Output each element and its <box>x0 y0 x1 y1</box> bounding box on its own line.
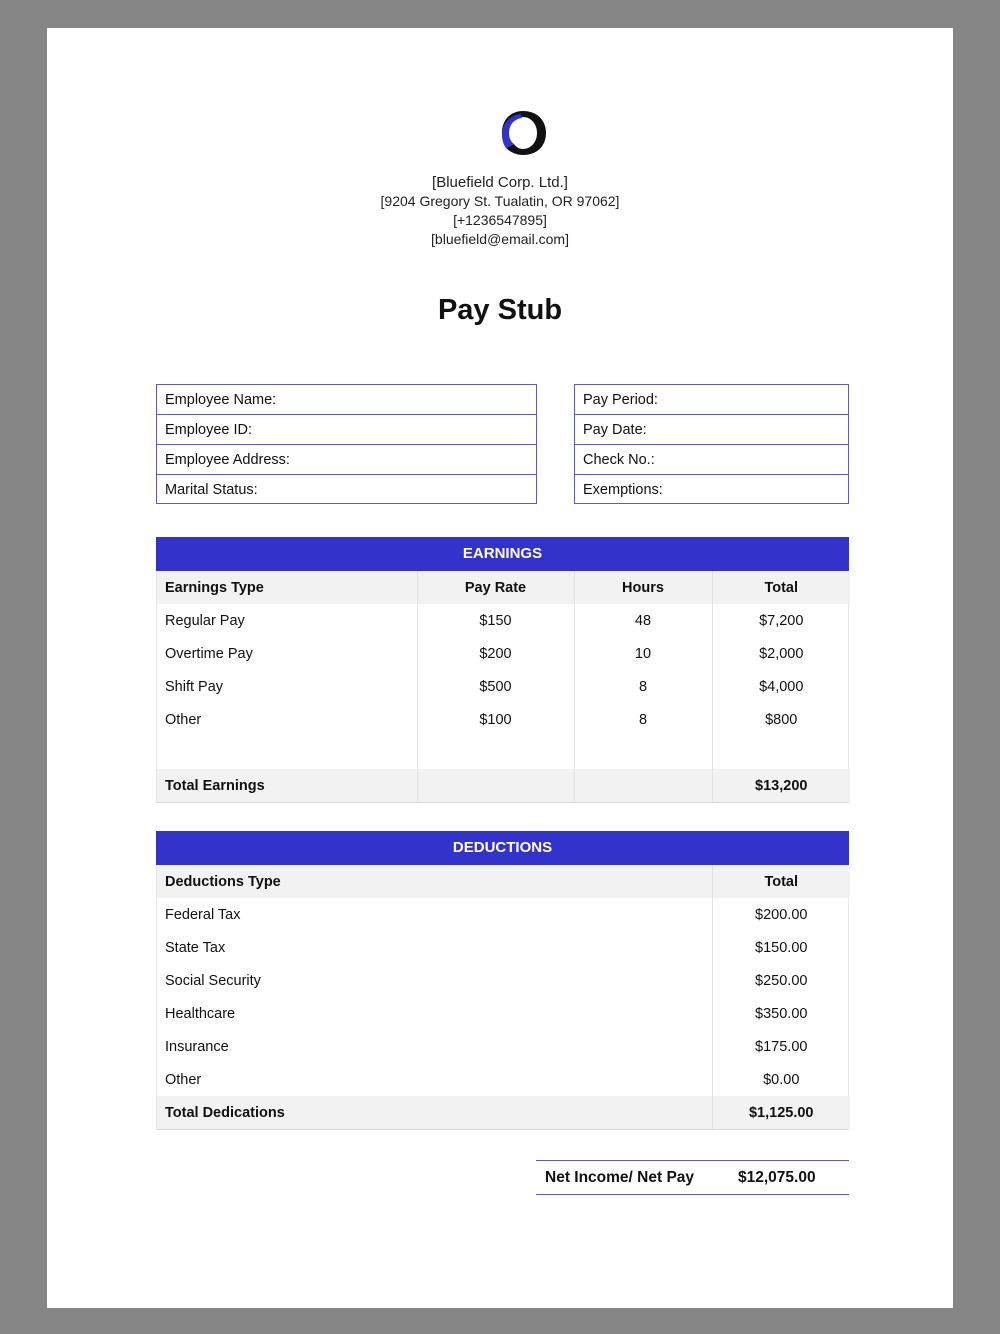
deduction-total-cell: $350.00 <box>755 1005 808 1022</box>
employee-id-field[interactable]: Employee ID: <box>157 415 536 445</box>
deduction-type-cell: Other <box>157 1063 712 1096</box>
deductions-banner: DEDUCTIONS <box>156 831 849 865</box>
pay-date-field[interactable]: Pay Date: <box>575 415 848 445</box>
deductions-header-row <box>157 865 850 898</box>
table-row <box>157 670 850 703</box>
table-row <box>157 1030 850 1063</box>
company-block <box>47 173 953 249</box>
deduction-type-cell: State Tax <box>157 931 712 964</box>
company-name: [Bluefield Corp. Ltd.] <box>432 174 568 191</box>
earnings-type-cell: Other <box>157 703 417 736</box>
table-row <box>157 1063 850 1096</box>
empty-cell <box>157 736 417 769</box>
deductions-total-row <box>157 1096 850 1129</box>
pay-period-field[interactable]: Pay Period: <box>575 385 848 415</box>
earnings-table <box>157 571 850 802</box>
table-row <box>157 703 850 736</box>
empty-row <box>157 736 850 769</box>
net-pay-box <box>536 1160 849 1195</box>
hours-cell: 8 <box>574 703 712 736</box>
deduction-type-cell: Healthcare <box>157 997 712 1030</box>
pay-info-box <box>574 384 849 504</box>
empty-cell <box>417 769 574 802</box>
deductions-header-total: Total <box>712 865 850 898</box>
total-cell: $800 <box>765 711 798 728</box>
empty-cell <box>712 736 850 769</box>
pay-rate-cell: $200 <box>417 637 574 670</box>
pay-rate-cell: $100 <box>417 703 574 736</box>
deduction-type-cell: Social Security <box>157 964 712 997</box>
total-earnings-label: Total Earnings <box>157 769 417 802</box>
empty-cell <box>574 769 712 802</box>
hours-cell: 8 <box>574 670 712 703</box>
deductions-section <box>156 831 849 1130</box>
deductions-header-type: Deductions Type <box>157 865 712 898</box>
deduction-type-cell: Federal Tax <box>157 898 712 931</box>
net-pay-label: Net Income/ Net Pay <box>545 1169 695 1186</box>
empty-cell <box>574 736 712 769</box>
table-row <box>157 931 850 964</box>
earnings-banner: EARNINGS <box>156 537 849 571</box>
table-row <box>157 898 850 931</box>
total-deductions-label: Total Dedications <box>157 1096 712 1129</box>
earnings-header-row <box>157 571 850 604</box>
earnings-header-total: Total <box>712 571 850 604</box>
deductions-table <box>157 865 850 1129</box>
company-phone: [+1236547895] <box>453 212 547 228</box>
deduction-type-cell: Insurance <box>157 1030 712 1063</box>
total-cell: $7,200 <box>759 612 804 629</box>
deduction-total-cell: $0.00 <box>763 1071 800 1088</box>
company-address: [9204 Gregory St. Tualatin, OR 97062] <box>380 193 620 209</box>
check-no-field[interactable]: Check No.: <box>575 445 848 475</box>
employee-address-field[interactable]: Employee Address: <box>157 445 536 475</box>
page-title: Pay Stub <box>437 294 563 326</box>
document-page <box>47 28 953 1308</box>
hours-cell: 10 <box>574 637 712 670</box>
earnings-total-row <box>157 769 850 802</box>
deduction-total-cell: $200.00 <box>755 906 808 923</box>
total-cell: $4,000 <box>759 678 804 695</box>
earnings-type-cell: Overtime Pay <box>157 637 417 670</box>
hours-cell: 48 <box>574 604 712 637</box>
exemptions-field[interactable]: Exemptions: <box>583 482 663 498</box>
company-email: [bluefield@email.com] <box>431 231 569 247</box>
table-row <box>157 997 850 1030</box>
net-pay-value: $12,075.00 <box>738 1169 816 1186</box>
earnings-header-rate: Pay Rate <box>417 571 574 604</box>
earnings-header-type: Earnings Type <box>157 571 417 604</box>
ring-logo-icon <box>498 108 548 158</box>
earnings-header-hours: Hours <box>574 571 712 604</box>
employee-info-box <box>156 384 537 504</box>
employee-name-field[interactable]: Employee Name: <box>157 385 536 415</box>
table-row <box>157 637 850 670</box>
total-deductions-value: $1,125.00 <box>712 1096 850 1129</box>
total-cell: $2,000 <box>759 645 804 662</box>
earnings-type-cell: Shift Pay <box>157 670 417 703</box>
earnings-type-cell: Regular Pay <box>157 604 417 637</box>
pay-rate-cell: $150 <box>417 604 574 637</box>
marital-status-field[interactable]: Marital Status: <box>165 482 258 498</box>
deduction-total-cell: $150.00 <box>755 939 808 956</box>
deduction-total-cell: $250.00 <box>755 972 808 989</box>
deduction-total-cell: $175.00 <box>755 1038 808 1055</box>
table-row <box>157 604 850 637</box>
earnings-section <box>156 537 849 803</box>
table-row <box>157 964 850 997</box>
total-earnings-value: $13,200 <box>712 769 850 802</box>
empty-cell <box>417 736 574 769</box>
pay-rate-cell: $500 <box>417 670 574 703</box>
